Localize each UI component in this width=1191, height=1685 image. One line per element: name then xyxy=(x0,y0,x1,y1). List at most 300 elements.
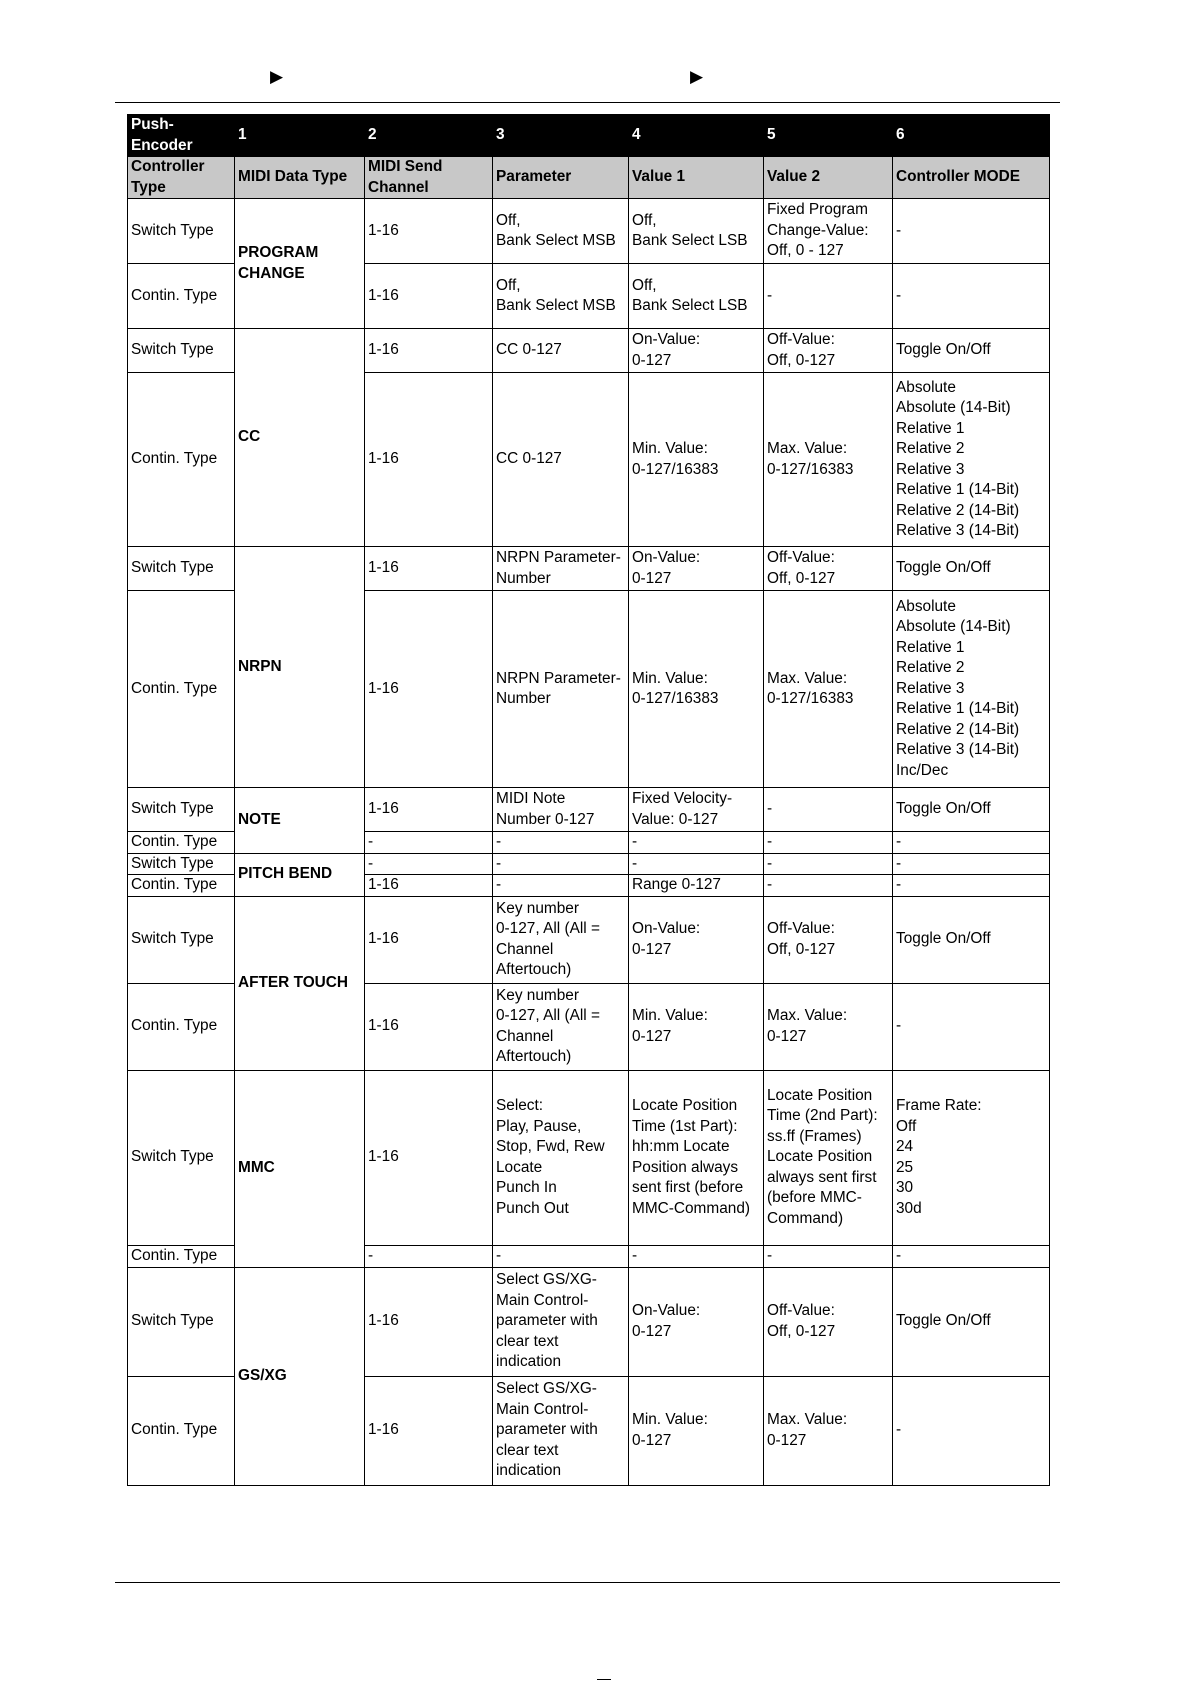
controller-type-cell xyxy=(128,788,235,832)
cell-line: Select: xyxy=(496,1097,544,1114)
cell-line: sent first (before xyxy=(632,1179,744,1196)
table-row xyxy=(128,199,1050,264)
cell-line: Toggle On/Off xyxy=(896,800,991,818)
value2-cell xyxy=(764,591,893,788)
cell-line: PROGRAM xyxy=(238,244,319,261)
value1-cell xyxy=(629,373,764,547)
table-row xyxy=(128,788,1050,832)
cell-line: Relative 3 (14-Bit) xyxy=(896,741,1020,759)
cell-line: MIDI Send xyxy=(368,158,443,175)
cell-line: Relative 1 xyxy=(896,638,965,656)
controller-spec-table xyxy=(127,114,1050,1486)
cell-line: Switch Type xyxy=(131,800,214,818)
cell-line: Switch Type xyxy=(131,1148,214,1166)
send-channel-cell xyxy=(365,788,493,832)
cell-line: indication xyxy=(496,1462,562,1480)
value1-cell xyxy=(629,329,764,373)
cell-line: MIDI Note xyxy=(496,790,566,807)
value1-cell xyxy=(629,875,764,897)
send-channel-cell xyxy=(365,832,493,854)
cell-line: 0-127/16383 xyxy=(632,690,719,707)
parameter-cell xyxy=(493,547,629,591)
table-row xyxy=(128,547,1050,591)
midi-data-type-cell xyxy=(235,788,365,854)
table-body xyxy=(128,199,1050,1486)
cell-line: Select GS/XG- xyxy=(496,1271,597,1289)
cell-line: - xyxy=(896,833,902,850)
cell-line: 0-127/16383 xyxy=(632,460,719,478)
controller-type-cell xyxy=(128,896,235,983)
value1-cell xyxy=(629,1070,764,1245)
nav-arrow-left: ▶ xyxy=(270,67,284,86)
cell-line: 0-127 xyxy=(767,1027,807,1045)
cell-line: Locate xyxy=(496,1158,543,1176)
nav-arrow-right: ▶ xyxy=(690,67,704,86)
cell-line: 24 xyxy=(896,1138,914,1155)
cell-line: Contin. Type xyxy=(131,1246,218,1264)
parameter-cell xyxy=(493,373,629,547)
cell-line: 3 xyxy=(496,126,505,144)
cell-line: - xyxy=(896,221,902,239)
cell-line: 1-16 xyxy=(368,286,399,304)
value1-cell xyxy=(629,853,764,875)
send-channel-cell xyxy=(365,591,493,788)
value1-cell xyxy=(629,1245,764,1267)
cell-line: - xyxy=(896,854,902,872)
value1-cell xyxy=(629,547,764,591)
column-header xyxy=(493,157,629,199)
cell-line: Relative 2 xyxy=(896,440,965,457)
cell-line: 2 xyxy=(368,126,377,144)
table-row xyxy=(128,1070,1050,1245)
cell-line: - xyxy=(767,1246,773,1264)
cell-line: GS/XG xyxy=(238,1366,287,1384)
cell-line: - xyxy=(632,1246,638,1264)
cell-line: AFTER TOUCH xyxy=(238,973,349,991)
cell-line: Fixed Velocity- xyxy=(632,790,733,807)
parameter-cell xyxy=(493,832,629,854)
mode-cell xyxy=(893,547,1050,591)
cell-line: Relative 1 (14-Bit) xyxy=(896,481,1020,498)
mode-cell xyxy=(893,329,1050,373)
value1-cell xyxy=(629,591,764,788)
cell-line: 5 xyxy=(767,126,776,144)
cell-line: 1-16 xyxy=(368,1017,399,1035)
controller-type-cell xyxy=(128,264,235,329)
cell-line: - xyxy=(496,854,502,872)
mode-cell xyxy=(893,1070,1050,1245)
cell-line: Contin. Type xyxy=(131,1421,218,1439)
controller-type-cell xyxy=(128,591,235,788)
value2-cell xyxy=(764,853,893,875)
cell-line: Type xyxy=(131,178,166,196)
cell-line: Relative 1 (14-Bit) xyxy=(896,700,1020,718)
mode-cell xyxy=(893,591,1050,788)
cell-line: Value 2 xyxy=(767,168,821,186)
cell-line: - xyxy=(767,854,773,872)
cell-line: parameter with xyxy=(496,1312,598,1330)
parameter-cell xyxy=(493,1376,629,1485)
header-cell xyxy=(493,115,629,157)
send-channel-cell xyxy=(365,896,493,983)
mode-cell xyxy=(893,1267,1050,1376)
cell-line: hh:mm Locate xyxy=(632,1138,730,1155)
midi-data-type-cell xyxy=(235,547,365,788)
cell-line: 1-16 xyxy=(368,1421,399,1439)
cell-line: (before MMC- xyxy=(767,1189,862,1207)
table-row xyxy=(128,329,1050,373)
cell-line: Relative 2 (14-Bit) xyxy=(896,501,1020,519)
cell-line: Toggle On/Off xyxy=(896,930,991,948)
parameter-cell xyxy=(493,1267,629,1376)
cell-line: Aftertouch) xyxy=(496,1048,572,1065)
cell-line: - xyxy=(767,800,773,818)
cell-line: Number xyxy=(496,569,551,587)
cell-line: Channel xyxy=(368,178,429,196)
controller-type-cell xyxy=(128,983,235,1070)
cell-line: 0-127, All (All = xyxy=(496,920,600,937)
cell-line: CHANGE xyxy=(238,264,305,282)
cell-line: Locate Position xyxy=(767,1086,873,1104)
parameter-cell xyxy=(493,264,629,329)
value2-cell xyxy=(764,1070,893,1245)
header-cell xyxy=(893,115,1050,157)
mode-cell xyxy=(893,875,1050,897)
cell-line: Bank Select LSB xyxy=(632,297,748,314)
cell-line: Fixed Program xyxy=(767,201,868,219)
footer-rule xyxy=(115,1582,1060,1583)
controller-type-cell xyxy=(128,199,235,264)
cell-line: Switch Type xyxy=(131,1312,214,1330)
cell-line: Channel xyxy=(496,1027,554,1045)
cell-line: Relative 1 xyxy=(896,419,965,437)
cell-line: - xyxy=(368,854,374,872)
cell-line: Locate Position xyxy=(767,1148,873,1166)
cell-line: 1-16 xyxy=(368,1148,399,1166)
cell-line: Main Control- xyxy=(496,1400,589,1418)
cell-line: 0-127 xyxy=(632,1027,672,1045)
page-edge-mark xyxy=(597,1679,611,1680)
send-channel-cell xyxy=(365,373,493,547)
cell-line: always sent first xyxy=(767,1168,877,1186)
cell-line: Contin. Type xyxy=(131,1017,218,1035)
value2-cell xyxy=(764,788,893,832)
cell-line: - xyxy=(896,1246,902,1264)
mode-cell xyxy=(893,983,1050,1070)
send-channel-cell xyxy=(365,1376,493,1485)
cell-line: MIDI Data Type xyxy=(238,168,348,186)
cell-line: - xyxy=(496,1246,502,1264)
cell-line: Locate Position xyxy=(632,1097,738,1114)
send-channel-cell xyxy=(365,329,493,373)
value2-cell xyxy=(764,547,893,591)
cell-line: 6 xyxy=(896,126,905,144)
parameter-cell xyxy=(493,875,629,897)
cell-line: Time (1st Part): xyxy=(632,1117,738,1135)
cell-line: 1-16 xyxy=(368,1312,399,1330)
cell-line: Min. Value: xyxy=(632,669,708,687)
value2-cell xyxy=(764,1376,893,1485)
cell-line: Controller xyxy=(131,158,205,175)
cell-line: 0-127 xyxy=(767,1431,807,1449)
cell-line: 1-16 xyxy=(368,221,399,239)
parameter-cell xyxy=(493,788,629,832)
cell-line: 30 xyxy=(896,1179,914,1196)
cell-line: - xyxy=(896,1017,902,1035)
controller-type-cell xyxy=(128,373,235,547)
cell-line: Switch Type xyxy=(131,930,214,948)
cell-line: Off-Value: xyxy=(767,549,835,566)
cell-line: Select GS/XG- xyxy=(496,1380,597,1398)
cell-line: parameter with xyxy=(496,1421,598,1439)
send-channel-cell xyxy=(365,1267,493,1376)
mode-cell xyxy=(893,896,1050,983)
parameter-cell xyxy=(493,199,629,264)
midi-data-type-cell xyxy=(235,1070,365,1267)
cell-line: 25 xyxy=(896,1158,914,1176)
cell-line: Off-Value: xyxy=(767,331,835,348)
column-header xyxy=(893,157,1050,199)
mode-cell xyxy=(893,1245,1050,1267)
cell-line: Number 0-127 xyxy=(496,810,595,828)
cell-line: Value: 0-127 xyxy=(632,810,719,828)
cell-line: clear text xyxy=(496,1441,559,1459)
header-cell xyxy=(235,115,365,157)
table-row xyxy=(128,853,1050,875)
column-header xyxy=(764,157,893,199)
midi-data-type-cell xyxy=(235,329,365,547)
cell-line: PITCH BEND xyxy=(238,865,333,883)
controller-type-cell xyxy=(128,832,235,854)
value2-cell xyxy=(764,983,893,1070)
value1-cell xyxy=(629,788,764,832)
cell-line: Min. Value: xyxy=(632,1411,708,1428)
value1-cell xyxy=(629,1376,764,1485)
cell-line: Toggle On/Off xyxy=(896,559,991,577)
cell-line: Value 1 xyxy=(632,168,686,186)
column-header xyxy=(365,157,493,199)
cell-line: 0-127 xyxy=(632,940,672,958)
cell-line: Change-Value: xyxy=(767,221,869,239)
cell-line: Switch Type xyxy=(131,854,214,872)
value2-cell xyxy=(764,1245,893,1267)
cell-line: On-Value: xyxy=(632,1302,701,1319)
midi-data-type-cell xyxy=(235,199,365,329)
controller-type-cell xyxy=(128,853,235,875)
parameter-cell xyxy=(493,591,629,788)
cell-line: - xyxy=(632,854,638,872)
cell-line: Max. Value: xyxy=(767,1411,848,1428)
cell-line: Off, xyxy=(496,276,521,294)
table-row xyxy=(128,896,1050,983)
cell-line: Switch Type xyxy=(131,221,214,239)
cell-line: 30d xyxy=(896,1199,922,1217)
mode-cell xyxy=(893,1376,1050,1485)
header-row-labels xyxy=(128,157,1050,199)
cell-line: - xyxy=(767,876,773,893)
cell-line: - xyxy=(496,876,502,893)
cell-line: Aftertouch) xyxy=(496,961,572,978)
cell-line: - xyxy=(767,833,773,850)
cell-line: NRPN xyxy=(238,657,282,675)
parameter-cell xyxy=(493,853,629,875)
controller-type-cell xyxy=(128,547,235,591)
cell-line: 1-16 xyxy=(368,559,399,577)
mode-cell xyxy=(893,199,1050,264)
cell-line: Absolute xyxy=(896,378,956,396)
cell-line: Bank Select MSB xyxy=(496,232,616,249)
send-channel-cell xyxy=(365,264,493,329)
cell-line: Key number xyxy=(496,899,579,917)
cell-line: Min. Value: xyxy=(632,440,708,457)
value2-cell xyxy=(764,329,893,373)
cell-line: 0-127 xyxy=(632,1431,672,1449)
cell-line: Stop, Fwd, Rew xyxy=(496,1138,605,1155)
header-cell xyxy=(764,115,893,157)
parameter-cell xyxy=(493,1070,629,1245)
cell-line: 1 xyxy=(238,126,247,144)
cell-line: Absolute xyxy=(896,597,956,615)
value2-cell xyxy=(764,832,893,854)
value1-cell xyxy=(629,896,764,983)
cell-line: 0-127 xyxy=(632,1322,672,1340)
value1-cell xyxy=(629,264,764,329)
controller-type-cell xyxy=(128,875,235,897)
cell-line: Off, 0-127 xyxy=(767,1322,836,1340)
controller-type-cell xyxy=(128,1245,235,1267)
cell-line: 0-127/16383 xyxy=(767,460,854,478)
cell-line: 1-16 xyxy=(368,930,399,948)
value1-cell xyxy=(629,832,764,854)
cell-line: On-Value: xyxy=(632,549,701,566)
cell-line: 0-127/16383 xyxy=(767,690,854,707)
cell-line: Range 0-127 xyxy=(632,876,721,893)
cell-line: indication xyxy=(496,1353,562,1371)
cell-line: - xyxy=(368,1246,374,1264)
cell-line: 0-127 xyxy=(632,351,672,369)
cell-line: 0-127, All (All = xyxy=(496,1007,600,1024)
cell-line: Off, 0-127 xyxy=(767,940,836,958)
cell-line: CC 0-127 xyxy=(496,341,562,359)
cell-line: Relative 2 xyxy=(896,659,965,677)
cell-line: Main Control- xyxy=(496,1291,589,1309)
value2-cell xyxy=(764,199,893,264)
controller-type-cell xyxy=(128,1376,235,1485)
cell-line: Bank Select MSB xyxy=(496,297,616,314)
mode-cell xyxy=(893,853,1050,875)
column-header xyxy=(235,157,365,199)
cell-line: Punch In xyxy=(496,1179,557,1196)
parameter-cell xyxy=(493,329,629,373)
cell-line: On-Value: xyxy=(632,920,701,937)
cell-line: Off xyxy=(896,1117,917,1135)
send-channel-cell xyxy=(365,853,493,875)
header-row-numbers xyxy=(128,115,1050,157)
cell-line: Relative 3 xyxy=(896,460,965,478)
cell-line: Absolute (14-Bit) xyxy=(896,618,1011,636)
parameter-cell xyxy=(493,1245,629,1267)
cell-line: ss.ff (Frames) xyxy=(767,1127,862,1145)
value1-cell xyxy=(629,1267,764,1376)
value2-cell xyxy=(764,264,893,329)
cell-line: 1-16 xyxy=(368,450,399,468)
cell-line: Inc/Dec xyxy=(896,761,949,779)
mode-cell xyxy=(893,832,1050,854)
cell-line: Relative 2 (14-Bit) xyxy=(896,720,1020,738)
cell-line: Frame Rate: xyxy=(896,1097,982,1114)
send-channel-cell xyxy=(365,875,493,897)
cell-line: Max. Value: xyxy=(767,669,848,687)
column-header xyxy=(128,157,235,199)
cell-line: Contin. Type xyxy=(131,679,218,697)
cell-line: Toggle On/Off xyxy=(896,1312,991,1330)
midi-data-type-cell xyxy=(235,1267,365,1485)
cell-line: Channel xyxy=(496,940,554,958)
cell-line: Time (2nd Part): xyxy=(767,1107,878,1125)
mode-cell xyxy=(893,788,1050,832)
cell-line: Switch Type xyxy=(131,559,214,577)
cell-line: 1-16 xyxy=(368,341,399,359)
cell-line: MMC-Command) xyxy=(632,1199,750,1217)
midi-data-type-cell xyxy=(235,853,365,896)
mode-cell xyxy=(893,373,1050,547)
cell-line: Contin. Type xyxy=(131,286,218,304)
midi-data-type-cell xyxy=(235,896,365,1070)
cell-line: Punch Out xyxy=(496,1199,569,1217)
cell-line: Off, 0 - 127 xyxy=(767,242,844,260)
cell-line: 1-16 xyxy=(368,800,399,818)
header-cell xyxy=(128,115,235,157)
cell-line: Off, xyxy=(632,211,657,229)
cell-line: 1-16 xyxy=(368,679,399,697)
cell-line: - xyxy=(896,876,902,893)
send-channel-cell xyxy=(365,199,493,264)
cell-line: Bank Select LSB xyxy=(632,232,748,249)
mode-cell xyxy=(893,264,1050,329)
header-cell xyxy=(629,115,764,157)
cell-line: Parameter xyxy=(496,168,572,186)
cell-line: 1-16 xyxy=(368,876,399,893)
cell-line: Play, Pause, xyxy=(496,1117,582,1135)
cell-line: Max. Value: xyxy=(767,1007,848,1024)
cell-line: - xyxy=(896,1421,902,1439)
cell-line: Relative 3 xyxy=(896,679,965,697)
value1-cell xyxy=(629,983,764,1070)
cell-line: Contin. Type xyxy=(131,450,218,468)
cell-line: Off, 0-127 xyxy=(767,351,836,369)
cell-line: Contin. Type xyxy=(131,833,218,850)
table-row xyxy=(128,1267,1050,1376)
cell-line: On-Value: xyxy=(632,331,701,348)
cell-line: NRPN Parameter- xyxy=(496,549,621,566)
cell-line: 0-127 xyxy=(632,569,672,587)
cell-line: NRPN Parameter- xyxy=(496,669,621,687)
controller-type-cell xyxy=(128,1070,235,1245)
cell-line: Absolute (14-Bit) xyxy=(896,399,1011,416)
cell-line: - xyxy=(767,286,773,304)
cell-line: - xyxy=(632,833,638,850)
cell-line: - xyxy=(368,833,374,850)
cell-line: Relative 3 (14-Bit) xyxy=(896,522,1020,539)
cell-line: clear text xyxy=(496,1332,559,1350)
cell-line: - xyxy=(496,833,502,850)
cell-line: Switch Type xyxy=(131,341,214,359)
send-channel-cell xyxy=(365,983,493,1070)
cell-line: Off, 0-127 xyxy=(767,569,836,587)
send-channel-cell xyxy=(365,1070,493,1245)
cell-line: 4 xyxy=(632,126,641,144)
cell-line: Encoder xyxy=(131,136,193,154)
